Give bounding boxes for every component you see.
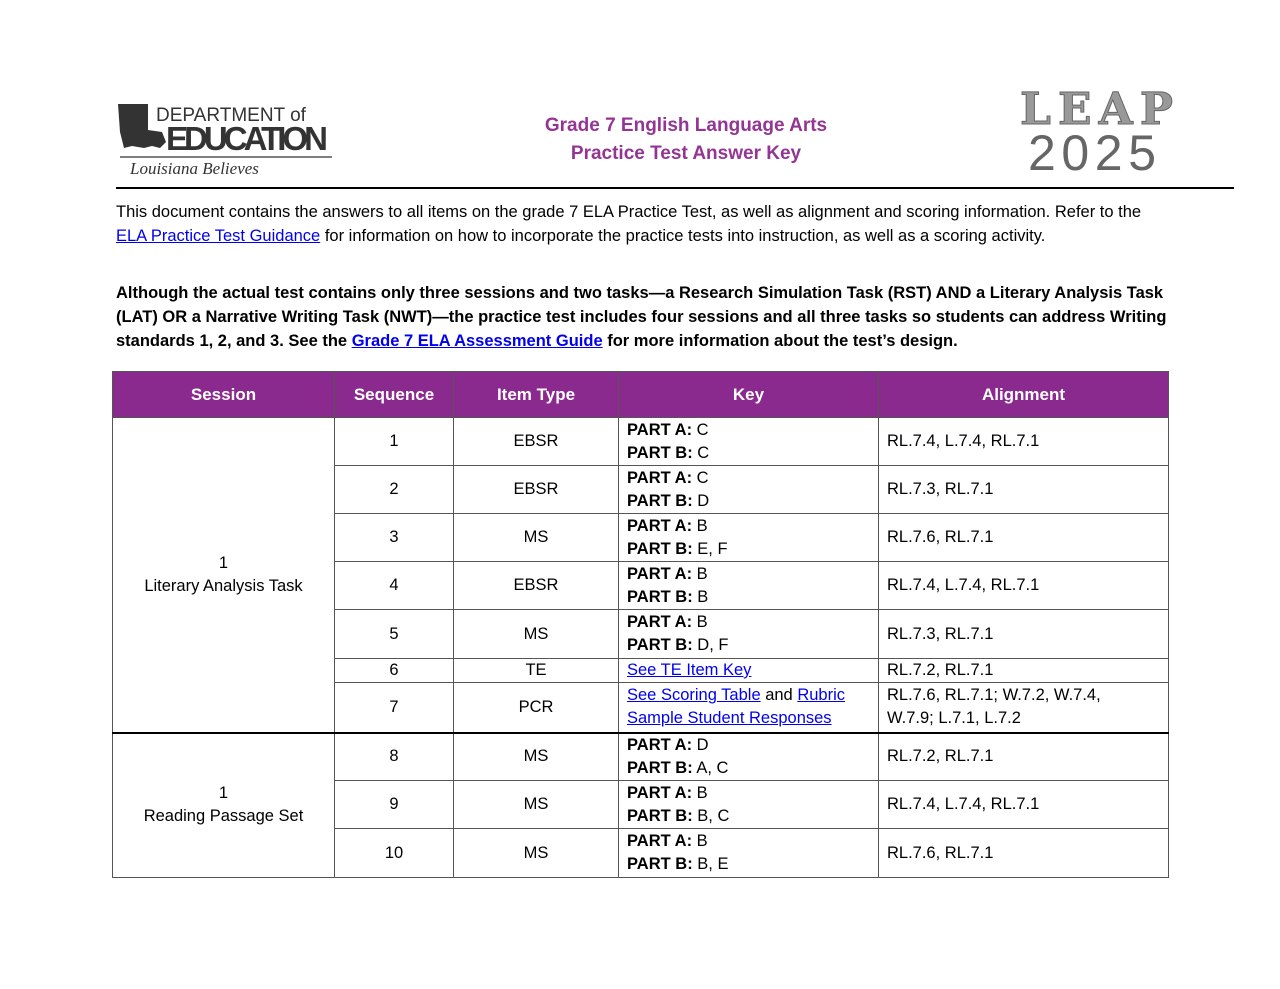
sequence-cell: 2 bbox=[335, 466, 454, 514]
sample-responses-link[interactable]: Sample Student Responses bbox=[627, 709, 832, 728]
alignment-cell: RL.7.2, RL.7.1 bbox=[879, 733, 1169, 781]
key-cell: PART A: B PART B: B, E bbox=[619, 829, 879, 878]
sequence-cell: 10 bbox=[335, 829, 454, 878]
key-cell: PART A: B PART B: E, F bbox=[619, 514, 879, 562]
key-cell: PART A: C PART B: D bbox=[619, 466, 879, 514]
intro-paragraph: This document contains the answers to all items on the grade 7 ELA Practice Test, as well as alignment and scoring information. Refer to the ELA Practice Test Guidance for information on how to incorporate the practice tests into instruction, as well as a scoring activity. bbox=[116, 203, 1142, 245]
table-row bbox=[113, 418, 1169, 466]
item-type-cell: EBSR bbox=[454, 466, 619, 514]
key-cell: PART A: B PART B: D, F bbox=[619, 610, 879, 659]
key-cell bbox=[619, 659, 879, 683]
sequence-cell: 4 bbox=[335, 562, 454, 610]
svg-text:2025: 2025 bbox=[1028, 125, 1156, 176]
assessment-guide-link[interactable]: Grade 7 ELA Assessment Guide bbox=[351, 332, 603, 350]
item-type-cell: MS bbox=[454, 514, 619, 562]
item-type-cell: EBSR bbox=[454, 562, 619, 610]
item-type-cell: MS bbox=[454, 781, 619, 829]
key-cell: See Scoring Table and Rubric Sample Student Responses bbox=[619, 683, 879, 733]
item-type-cell: MS bbox=[454, 610, 619, 659]
header-item-type: Item Type bbox=[454, 372, 619, 418]
sequence-cell: 7 bbox=[335, 683, 454, 733]
svg-text:DEPARTMENT of: DEPARTMENT of bbox=[156, 105, 306, 126]
header-session: Session bbox=[113, 372, 335, 418]
svg-text:EDUCATION: EDUCATION bbox=[166, 120, 328, 157]
alignment-cell: RL.7.3, RL.7.1 bbox=[879, 610, 1169, 659]
key-cell: PART A: B PART B: B bbox=[619, 562, 879, 610]
sequence-cell: 1 bbox=[335, 418, 454, 466]
sequence-cell: 6 bbox=[335, 659, 454, 683]
alignment-cell: RL.7.2, RL.7.1 bbox=[879, 659, 1169, 683]
session-cell: 1 Literary Analysis Task bbox=[113, 418, 335, 733]
sequence-cell: 5 bbox=[335, 610, 454, 659]
title-line-1: Grade 7 English Language Arts bbox=[544, 115, 828, 136]
header-sequence: Sequence bbox=[335, 372, 454, 418]
sequence-cell: 3 bbox=[335, 514, 454, 562]
alignment-cell: RL.7.3, RL.7.1 bbox=[879, 466, 1169, 514]
item-type-cell: PCR bbox=[454, 683, 619, 733]
header-divider bbox=[116, 187, 1234, 189]
svg-text:LEAP: LEAP bbox=[1020, 86, 1173, 135]
scoring-table-link[interactable]: See Scoring Table bbox=[627, 686, 761, 705]
key-cell: PART A: D PART B: A, C bbox=[619, 733, 879, 781]
sequence-cell: 8 bbox=[335, 733, 454, 781]
session-cell: 1 Reading Passage Set bbox=[113, 733, 335, 878]
te-item-key-link[interactable]: See TE Item Key bbox=[627, 661, 752, 679]
sequence-cell: 9 bbox=[335, 781, 454, 829]
leap-2025-logo bbox=[1020, 86, 1175, 176]
document-title bbox=[480, 112, 892, 168]
ela-practice-test-guidance-link[interactable]: ELA Practice Test Guidance bbox=[116, 227, 321, 245]
alignment-cell: RL.7.4, L.7.4, RL.7.1 bbox=[879, 781, 1169, 829]
item-type-cell: TE bbox=[454, 659, 619, 683]
answer-key-table bbox=[112, 371, 1169, 878]
table-row bbox=[113, 733, 1169, 781]
item-type-cell: MS bbox=[454, 829, 619, 878]
alignment-cell: RL.7.6, RL.7.1 bbox=[879, 829, 1169, 878]
alignment-cell: RL.7.6, RL.7.1; W.7.2, W.7.4, W.7.9; L.7.1, L.7.2 bbox=[879, 683, 1169, 733]
alignment-cell: RL.7.4, L.7.4, RL.7.1 bbox=[879, 418, 1169, 466]
title-line-2: Practice Test Answer Key bbox=[570, 143, 802, 164]
alignment-cell: RL.7.6, RL.7.1 bbox=[879, 514, 1169, 562]
svg-text:Louisiana Believes: Louisiana Believes bbox=[130, 159, 259, 178]
alignment-cell: RL.7.4, L.7.4, RL.7.1 bbox=[879, 562, 1169, 610]
item-type-cell: EBSR bbox=[454, 418, 619, 466]
header-key: Key bbox=[619, 372, 879, 418]
key-cell: PART A: C PART B: C bbox=[619, 418, 879, 466]
item-type-cell: MS bbox=[454, 733, 619, 781]
department-of-education-logo bbox=[116, 102, 332, 178]
key-cell: PART A: B PART B: B, C bbox=[619, 781, 879, 829]
rubric-link[interactable]: Rubric bbox=[797, 686, 846, 705]
design-note-paragraph: Although the actual test contains only three sessions and two tasks—a Research Simulation Task (RST) AND a Literary Analysis Task (LAT) OR a Narrative Writing Task (NWT)—the practice test includes four sessions and all three tasks so students can address Writing standards 1, 2, and 3. See the Grade 7 ELA Assessment Guide for more information about the test’s design. bbox=[116, 284, 1167, 350]
header-alignment: Alignment bbox=[879, 372, 1169, 418]
